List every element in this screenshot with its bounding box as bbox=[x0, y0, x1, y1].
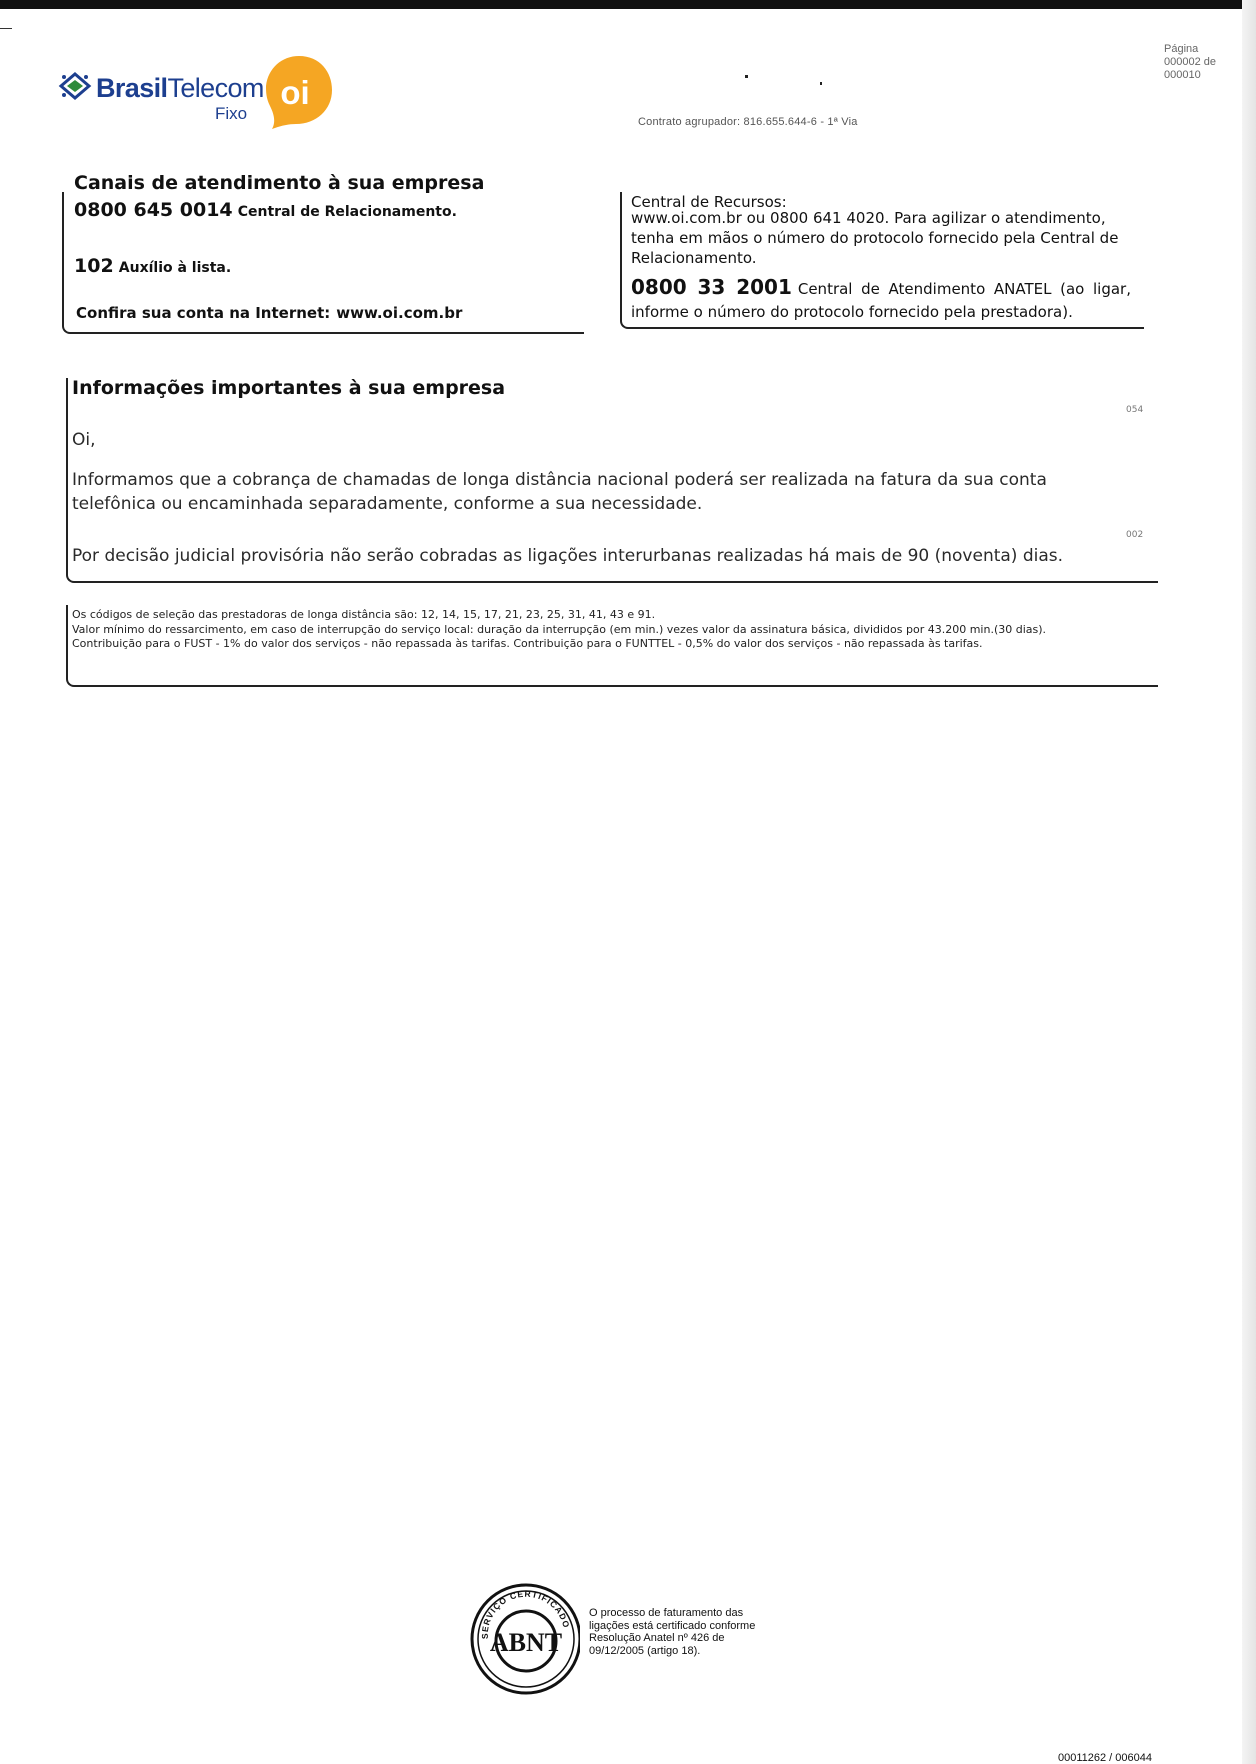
recursos-body: www.oi.com.br ou 0800 641 4020. Para agilizar o atendimento, tenha em mãos o número do protocolo fornecido pela Central de Relacionamento. bbox=[631, 209, 1119, 267]
oi-logo-text: oi bbox=[280, 74, 310, 111]
page-number: Página 000002 de 000010 bbox=[1164, 43, 1216, 81]
info-paragraph-2: Por decisão judicial provisória não serão cobradas as ligações interurbanas realizadas há mais de 90 (noventa) dias. bbox=[72, 546, 1064, 566]
notes-text bbox=[72, 608, 1134, 652]
seal-caption: O processo de faturamento das ligações está certificado conforme Resolução Anatel nº 426 de 09/12/2005 (artigo 18). bbox=[589, 1607, 756, 1657]
contract-number: Contrato agrupador: 816.655.644-6 - 1ª Via bbox=[638, 116, 858, 128]
scan-right-edge bbox=[1242, 0, 1256, 1764]
scan-dot bbox=[820, 82, 822, 85]
footer-code: 00011262 / 006044 bbox=[1058, 1752, 1152, 1764]
internet-label: Confira sua conta na Internet: bbox=[76, 304, 331, 322]
directory-desc: Auxílio à lista. bbox=[118, 260, 232, 276]
scan-mark bbox=[0, 28, 12, 29]
info-title: Informações importantes à sua empresa bbox=[72, 377, 506, 399]
directory-phone: 102 bbox=[74, 255, 114, 277]
note-line: Valor mínimo do ressarcimento, em caso de interrupção do serviço local: duração da interrupção (em min.) vezes valor da assinatura básica, divididos por 43.200 min.(30 dias). bbox=[72, 622, 1047, 636]
seal-ring-text: SERVIÇO CERTIFICADO bbox=[479, 1588, 572, 1640]
info-code-a: 054 bbox=[1126, 405, 1144, 415]
anatel-row bbox=[631, 276, 1131, 324]
info-code-b: 002 bbox=[1126, 530, 1144, 540]
brand-name: BrasilTelecom bbox=[96, 73, 264, 103]
brand-logo bbox=[58, 54, 348, 134]
relationship-desc: Central de Relacionamento. bbox=[237, 204, 457, 220]
greeting: Oi, bbox=[72, 430, 96, 450]
scan-top-edge bbox=[0, 0, 1256, 9]
recursos-title: Central de Recursos: bbox=[631, 193, 787, 211]
anatel-phone: 0800 33 2001 bbox=[631, 275, 792, 299]
brand-sub: Fixo bbox=[215, 104, 248, 123]
directory-help-row bbox=[74, 255, 231, 277]
seal-center-text: ABNT bbox=[489, 1628, 563, 1657]
relationship-phone-row bbox=[74, 199, 457, 221]
internet-url: www.oi.com.br bbox=[336, 304, 463, 322]
relationship-phone: 0800 645 0014 bbox=[74, 199, 233, 221]
canais-title: Canais de atendimento à sua empresa bbox=[74, 172, 485, 194]
brasil-telecom-icon bbox=[58, 72, 92, 100]
abnt-seal-icon bbox=[468, 1579, 580, 1697]
note-line: Contribuição para o FUST - 1% do valor dos serviços - não repassada às tarifas. Contribuição para o FUNTTEL - 0,5% do valor dos serviços - não repassada às tarifas. bbox=[72, 637, 983, 650]
anatel-desc: Central de Atendimento ANATEL (ao ligar, informe o número do protocolo fornecido pela prestadora). bbox=[631, 280, 1131, 321]
note-line: Os códigos de seleção das prestadoras de longa distância são: 12, 14, 15, 17, 21, 23, 25, 31, 41, 43 e 91. bbox=[72, 608, 656, 621]
internet-row bbox=[76, 304, 468, 322]
info-paragraph-1: Informamos que a cobrança de chamadas de longa distância nacional poderá ser realizada na fatura da sua conta telefônica ou encaminhada separadamente, conforme a sua necessidade. bbox=[72, 470, 1047, 514]
scan-dot bbox=[745, 75, 748, 78]
